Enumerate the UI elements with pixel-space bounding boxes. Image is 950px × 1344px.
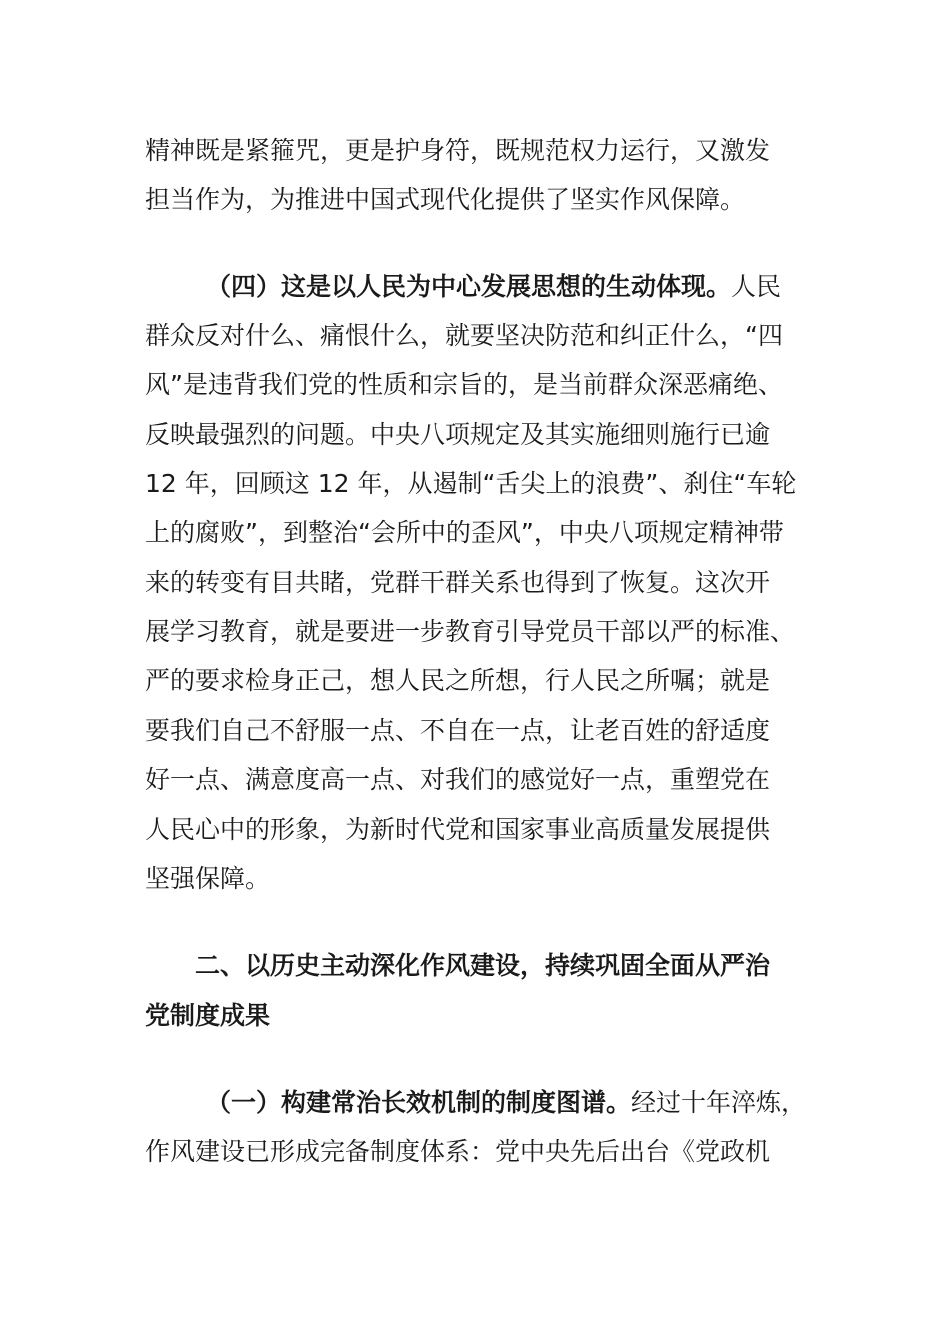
paragraph-text: 人民 bbox=[731, 272, 782, 301]
paragraph-line: 要我们自己不舒服一点、不自在一点，让老百姓的舒适度 bbox=[145, 716, 771, 745]
paragraph-first-line bbox=[206, 274, 781, 299]
paragraph-line: 12 年，回顾这 12 年，从遏制“舌尖上的浪费”、刹住“车轮 bbox=[145, 469, 797, 498]
paragraph-line: 好一点、满意度高一点、对我们的感觉好一点，重塑党在 bbox=[145, 765, 771, 794]
subheading-1: （一）构建常治长效机制的制度图谱。 bbox=[206, 1088, 632, 1117]
paragraph-line: 人民心中的形象，为新时代党和国家事业高质量发展提供 bbox=[145, 815, 771, 844]
paragraph-line: 坚强保障。 bbox=[145, 864, 271, 893]
paragraph-first-line bbox=[206, 1090, 806, 1115]
subheading-4: （四）这是以人民为中心发展思想的生动体现。 bbox=[206, 272, 732, 301]
section-heading: 党制度成果 bbox=[145, 1001, 271, 1030]
paragraph-line: 群众反对什么、痛恨什么，就要坚决防范和纠正什么，“四 bbox=[145, 321, 783, 350]
paragraph-line: 上的腐败”，到整治“会所中的歪风”，中央八项规定精神带 bbox=[145, 518, 784, 547]
paragraph-line: 严的要求检身正己，想人民之所想，行人民之所嘱；就是 bbox=[145, 666, 771, 695]
paragraph-line: 来的转变有目共睹，党群干群关系也得到了恢复。这次开 bbox=[145, 568, 771, 597]
paragraph-text: 经过十年淬炼， bbox=[631, 1088, 807, 1117]
paragraph-line: 反映最强烈的问题。中央八项规定及其实施细则施行已逾 bbox=[145, 420, 771, 449]
section-heading: 二、以历史主动深化作风建设，持续巩固全面从严治 bbox=[195, 951, 771, 980]
paragraph-line: 展学习教育，就是要进一步教育引导党员干部以严的标准、 bbox=[145, 617, 796, 646]
paragraph-line: 担当作为，为推进中国式现代化提供了坚实作风保障。 bbox=[145, 185, 746, 214]
paragraph-line: 精神既是紧箍咒，更是护身符，既规范权力运行，又激发 bbox=[145, 136, 771, 165]
paragraph-line: 风”是违背我们党的性质和宗旨的，是当前群众深恶痛绝、 bbox=[145, 370, 783, 399]
paragraph-line: 作风建设已形成完备制度体系：党中央先后出台《党政机 bbox=[145, 1137, 771, 1166]
